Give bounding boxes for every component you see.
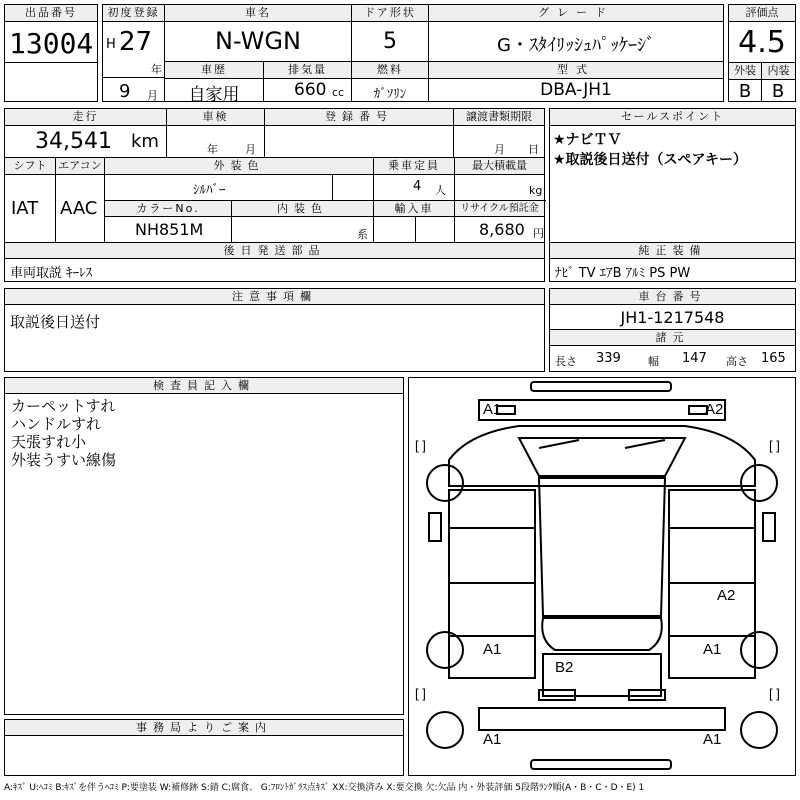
- grade-label: グレード: [428, 4, 724, 22]
- legend: A:ｷｽﾞ U:ﾍｺﾐ B:ｷｽﾞを伴うﾍｺﾐ P:要塗装 W:補修跡 S:錆 C:腐食、 G:ﾌﾛﾝﾄｶﾞﾗｽ点ｷｽﾞ XX:交換済み X:要交換 欠:欠品 内・外装評価 5段階ﾗﾝｸ順(A・B・C・D・E) 1: [4, 783, 645, 793]
- registration-month: 9: [119, 81, 131, 102]
- displacement: 660: [294, 80, 327, 100]
- office-label: 事務局よりご案内: [4, 719, 404, 736]
- doors-block: [351, 4, 429, 62]
- displacement-label: 排気量: [263, 61, 352, 79]
- fuel: ｶﾞｿﾘﾝ: [373, 87, 407, 102]
- notes-label: 注意事項欄: [4, 288, 545, 305]
- bracket-left-2: [ ]: [415, 686, 426, 701]
- import-label: 輸入車: [373, 200, 455, 217]
- bracket-right-2: [ ]: [769, 686, 780, 701]
- height-label: 高さ: [726, 355, 748, 368]
- inspection-label: 車検: [166, 108, 265, 126]
- history: 自家用: [188, 85, 240, 105]
- mileage-unit: km: [131, 131, 159, 152]
- model-block: [428, 61, 724, 102]
- interior-color-unit: 系: [357, 228, 368, 241]
- fuel-block: [351, 61, 429, 102]
- grade: G・ｽﾀｲﾘｯｼｭﾊﾟｯｹｰｼﾞ: [497, 35, 655, 56]
- inspection-year-unit: 年: [207, 143, 218, 156]
- car-name-block: [164, 4, 352, 62]
- damage-diagram: [408, 377, 796, 776]
- max-load-label: 最大積載量: [454, 157, 545, 175]
- inspector-line-4: 外装うすい線傷: [11, 451, 117, 469]
- damage-mark-a1-rear-right: A1: [703, 731, 722, 748]
- damage-mark-b2-rear: B2: [555, 659, 574, 676]
- month-unit: 月: [147, 89, 158, 102]
- first-registration-block: [102, 4, 165, 102]
- bracket-left-1: [ ]: [415, 438, 426, 453]
- displacement-block: [263, 61, 352, 102]
- max-load-unit: kg: [529, 184, 543, 197]
- registration-number-label: 登録番号: [264, 108, 454, 126]
- chassis-block: [549, 288, 796, 372]
- interior-grade-label: 内装: [761, 62, 796, 80]
- mileage-label: 走行: [4, 108, 167, 126]
- bracket-right-1: [ ]: [769, 438, 780, 453]
- damage-mark-a2-right-door: A2: [717, 587, 736, 604]
- lot-number-block: [4, 4, 98, 102]
- width: 147: [682, 351, 707, 366]
- year-unit: 年: [151, 63, 162, 76]
- equipment: ﾅﾋﾞ TV ｴｱB ｱﾙﾐ PS PW: [555, 266, 691, 281]
- damage-mark-a1-rear-left: A1: [483, 731, 502, 748]
- recycle-label: リサイクル預託金: [454, 200, 545, 217]
- capacity-label: 乗車定員: [373, 157, 455, 175]
- ac: AAC: [60, 198, 98, 219]
- transfer-deadline-label: 譲渡書類期限: [453, 108, 545, 126]
- car-name: N-WGN: [215, 27, 301, 55]
- score-label: 評価点: [728, 4, 796, 22]
- exterior-grade: B: [738, 81, 752, 102]
- doors-label: ドア形状: [351, 4, 429, 22]
- inspection-block: [166, 108, 265, 158]
- damage-mark-a2-front-right: A2: [705, 401, 724, 418]
- transfer-deadline-block: [453, 108, 545, 158]
- inspector-line-3: 天張すれ小: [11, 433, 87, 451]
- inspector-block: [4, 377, 404, 715]
- history-label: 車歴: [164, 61, 264, 79]
- history-block: [164, 61, 264, 105]
- office-block: [4, 719, 404, 776]
- later-parts-label: 後日発送部品: [4, 242, 545, 259]
- displacement-unit: cc: [332, 86, 345, 99]
- color-number: NH851M: [135, 220, 204, 239]
- lot-number-label: 出品番号: [4, 4, 98, 22]
- exterior-grade-label: 外装: [728, 62, 762, 80]
- score-block: [728, 4, 796, 102]
- recycle-unit: 円: [533, 227, 544, 240]
- notes-block: [4, 288, 545, 372]
- notes: 取説後日送付: [10, 313, 101, 331]
- era-label: H: [106, 37, 116, 52]
- selling-point-1: ★ナビＴＶ: [553, 132, 622, 148]
- recycle-amount: 8,680: [479, 220, 525, 239]
- chassis-number: JH1-1217548: [620, 308, 725, 327]
- shift-label: シフト: [4, 157, 56, 175]
- exterior-color-label: 外装色: [104, 157, 374, 175]
- interior-grade: B: [771, 81, 785, 102]
- length-label: 長さ: [555, 355, 577, 368]
- registration-number-block: [264, 108, 454, 158]
- selling-point-2: ★取説後日送付（スペアキー）: [553, 152, 747, 168]
- score: 4.5: [738, 25, 786, 60]
- shift: IAT: [11, 198, 39, 219]
- equipment-label: 純正装備: [549, 242, 796, 259]
- fuel-label: 燃料: [351, 61, 429, 79]
- capacity-unit: 人: [435, 184, 446, 197]
- first-registration-label: 初度登録: [102, 4, 165, 22]
- model: DBA-JH1: [540, 80, 612, 100]
- inspector-label: 検査員記入欄: [4, 377, 404, 394]
- lot-number: 13004: [9, 27, 94, 60]
- transfer-day-unit: 日: [528, 143, 539, 156]
- length: 339: [596, 351, 621, 366]
- dims-label: 諸元: [549, 329, 796, 346]
- height: 165: [761, 351, 786, 366]
- equipment-block: [549, 242, 796, 282]
- damage-mark-a1-left-rear: A1: [483, 641, 502, 658]
- ac-label: エアコン: [55, 157, 105, 175]
- exterior-color: ｼﾙﾊﾞｰ: [193, 183, 226, 198]
- mileage: 34,541: [35, 129, 112, 154]
- capacity: 4: [413, 179, 422, 194]
- model-label: 型式: [428, 61, 724, 79]
- interior-color-label: 内装色: [231, 200, 374, 217]
- registration-year: 27: [119, 27, 153, 57]
- chassis-label: 車台番号: [549, 288, 796, 305]
- later-parts-block: [4, 242, 545, 282]
- doors: 5: [383, 29, 397, 54]
- later-parts: 車両取説 ｷｰﾚｽ: [10, 266, 93, 281]
- car-outline-diagram: [409, 378, 795, 775]
- width-label: 幅: [648, 355, 659, 368]
- inspector-line-2: ハンドルすれ: [11, 415, 102, 433]
- selling-points-label: セールスポイント: [549, 108, 796, 126]
- grade-block: [428, 4, 724, 62]
- inspector-line-1: カーペットすれ: [11, 397, 116, 415]
- car-name-label: 車名: [164, 4, 352, 22]
- transfer-month-unit: 月: [494, 143, 505, 156]
- damage-mark-a1-right-rear: A1: [703, 641, 722, 658]
- mileage-block: [4, 108, 167, 158]
- damage-mark-a1-front-left: A1: [483, 401, 502, 418]
- spec-block: [4, 157, 545, 243]
- selling-points-block: [549, 108, 796, 243]
- color-number-label: カラーNo.: [104, 200, 232, 217]
- inspection-month-unit: 月: [245, 143, 256, 156]
